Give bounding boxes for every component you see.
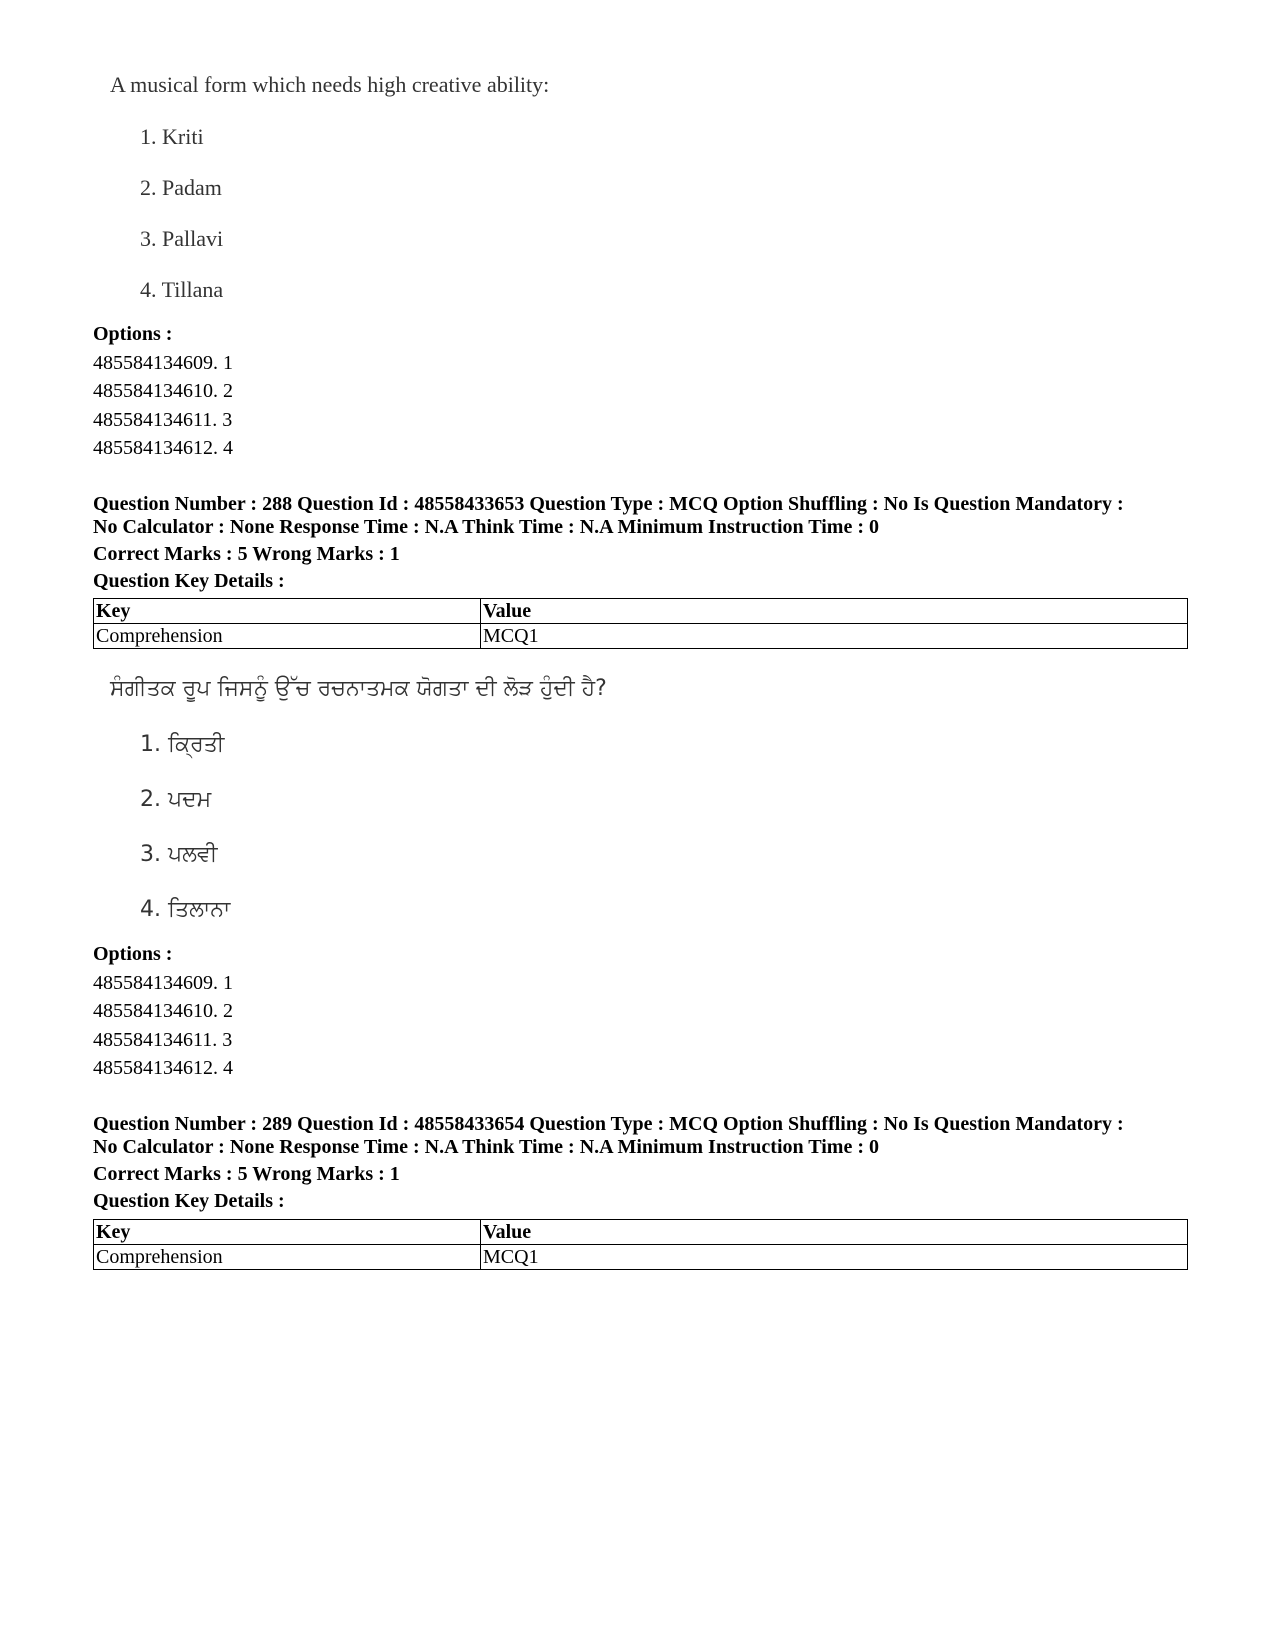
value-cell: MCQ1 bbox=[481, 624, 1188, 649]
marks-line: Correct Marks : 5 Wrong Marks : 1 bbox=[93, 1163, 400, 1185]
options-list bbox=[93, 320, 233, 463]
option-id: 485584134609. 1 bbox=[93, 971, 233, 994]
key-details-label: Question Key Details : bbox=[93, 570, 285, 592]
question-stem: ਸੰਗੀਤਕ ਰੂਪ ਜਿਸਨੂੰ ਉੱਚ ਰਚਨਾਤਮਕ ਯੋਗਤਾ ਦੀ ਲੋੜ ਹੁੰਦੀ ਹੈ? bbox=[110, 676, 607, 701]
question-meta-line: No Calculator : None Response Time : N.A Think Time : N.A Minimum Instruction Time : 0 bbox=[93, 516, 879, 538]
option-id: 485584134611. 3 bbox=[93, 408, 233, 431]
question-image-english bbox=[110, 72, 550, 302]
option-id: 485584134610. 2 bbox=[93, 380, 233, 402]
question-image-punjabi bbox=[110, 676, 607, 922]
key-header: Key bbox=[94, 599, 481, 624]
question-option: 3. ਪਲਵੀ bbox=[140, 842, 218, 867]
option-id: 485584134612. 4 bbox=[93, 437, 233, 459]
marks-line: Correct Marks : 5 Wrong Marks : 1 bbox=[93, 543, 400, 565]
value-header: Value bbox=[481, 1220, 1188, 1245]
question-option: 3. Pallavi bbox=[140, 226, 224, 251]
question-meta-line: Question Number : 288 Question Id : 48558433653 Question Type : MCQ Option Shuffling : No Is Question Mandatory : bbox=[93, 493, 1124, 515]
table-row bbox=[94, 1245, 1188, 1270]
option-id: 485584134610. 2 bbox=[93, 1000, 233, 1022]
key-details-label: Question Key Details : bbox=[93, 1190, 285, 1212]
value-cell: MCQ1 bbox=[481, 1245, 1188, 1270]
key-cell: Comprehension bbox=[94, 624, 481, 649]
question-meta-289 bbox=[93, 1113, 1193, 1213]
table-header-row bbox=[94, 599, 1188, 624]
options-label: Options : bbox=[93, 323, 173, 345]
question-option: 2. ਪਦਮ bbox=[140, 787, 212, 812]
key-value-table bbox=[93, 1219, 1188, 1270]
table-header-row bbox=[94, 1220, 1188, 1245]
value-header: Value bbox=[481, 599, 1188, 624]
question-option: 4. ਤਿਲਾਨਾ bbox=[140, 897, 231, 922]
option-id: 485584134609. 1 bbox=[93, 351, 233, 374]
option-id: 485584134612. 4 bbox=[93, 1057, 233, 1079]
key-header: Key bbox=[94, 1220, 481, 1245]
question-option: 4. Tillana bbox=[140, 277, 224, 302]
question-meta-line: No Calculator : None Response Time : N.A Think Time : N.A Minimum Instruction Time : 0 bbox=[93, 1136, 879, 1158]
question-option: 2. Padam bbox=[140, 175, 222, 200]
question-meta-288 bbox=[93, 493, 1193, 593]
options-list bbox=[93, 940, 233, 1083]
question-meta-line: Question Number : 289 Question Id : 48558433654 Question Type : MCQ Option Shuffling : No Is Question Mandatory : bbox=[93, 1113, 1124, 1135]
options-label: Options : bbox=[93, 943, 173, 965]
question-stem: A musical form which needs high creative ability: bbox=[110, 72, 550, 97]
question-option: 1. ਕ੍ਰਿਤੀ bbox=[140, 732, 225, 757]
key-value-table bbox=[93, 598, 1188, 649]
option-id: 485584134611. 3 bbox=[93, 1028, 233, 1051]
table-row bbox=[94, 624, 1188, 649]
question-option: 1. Kriti bbox=[140, 124, 204, 149]
key-cell: Comprehension bbox=[94, 1245, 481, 1270]
